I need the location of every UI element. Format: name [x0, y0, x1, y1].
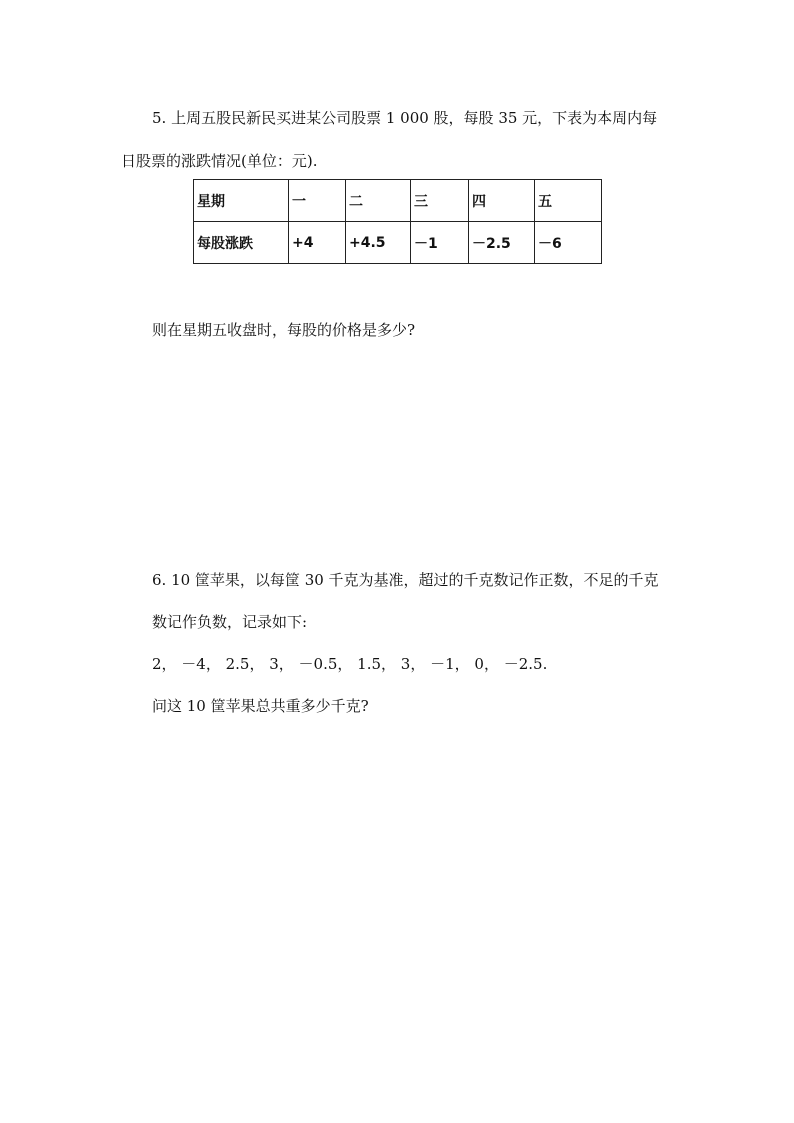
q6-weight-data: 2， －4， 2.5， 3， －0.5， 1.5， 3， －1， 0， －2.5. — [152, 655, 548, 673]
q5-text-line2: 日股票的涨跌情况(单位：元). — [121, 152, 318, 170]
change-cell: +4 — [289, 222, 346, 264]
day-cell: 二 — [346, 180, 411, 222]
change-cell: +4.5 — [346, 222, 411, 264]
q6-text-line1: 6. 10 筐苹果，以每筐 30 千克为基准，超过的千克数记作正数，不足的千克 — [152, 571, 659, 589]
day-cell: 三 — [411, 180, 469, 222]
header-label-cell: 星期 — [194, 180, 289, 222]
row-label-cell: 每股涨跌 — [194, 222, 289, 264]
day-cell: 一 — [289, 180, 346, 222]
q6-question: 问这 10 筐苹果总共重多少千克? — [152, 697, 369, 715]
change-cell: －6 — [535, 222, 602, 264]
q6-text-line2: 数记作负数，记录如下: — [152, 613, 308, 631]
table-header-row — [194, 180, 602, 222]
change-cell: －2.5 — [469, 222, 535, 264]
stock-change-table — [193, 179, 602, 264]
table-row — [194, 222, 602, 264]
day-cell: 五 — [535, 180, 602, 222]
q5-question: 则在星期五收盘时，每股的价格是多少? — [152, 321, 416, 339]
q5-text-line1: 5. 上周五股民新民买进某公司股票 1 000 股，每股 35 元，下表为本周内每 — [152, 109, 658, 127]
change-cell: －1 — [411, 222, 469, 264]
day-cell: 四 — [469, 180, 535, 222]
